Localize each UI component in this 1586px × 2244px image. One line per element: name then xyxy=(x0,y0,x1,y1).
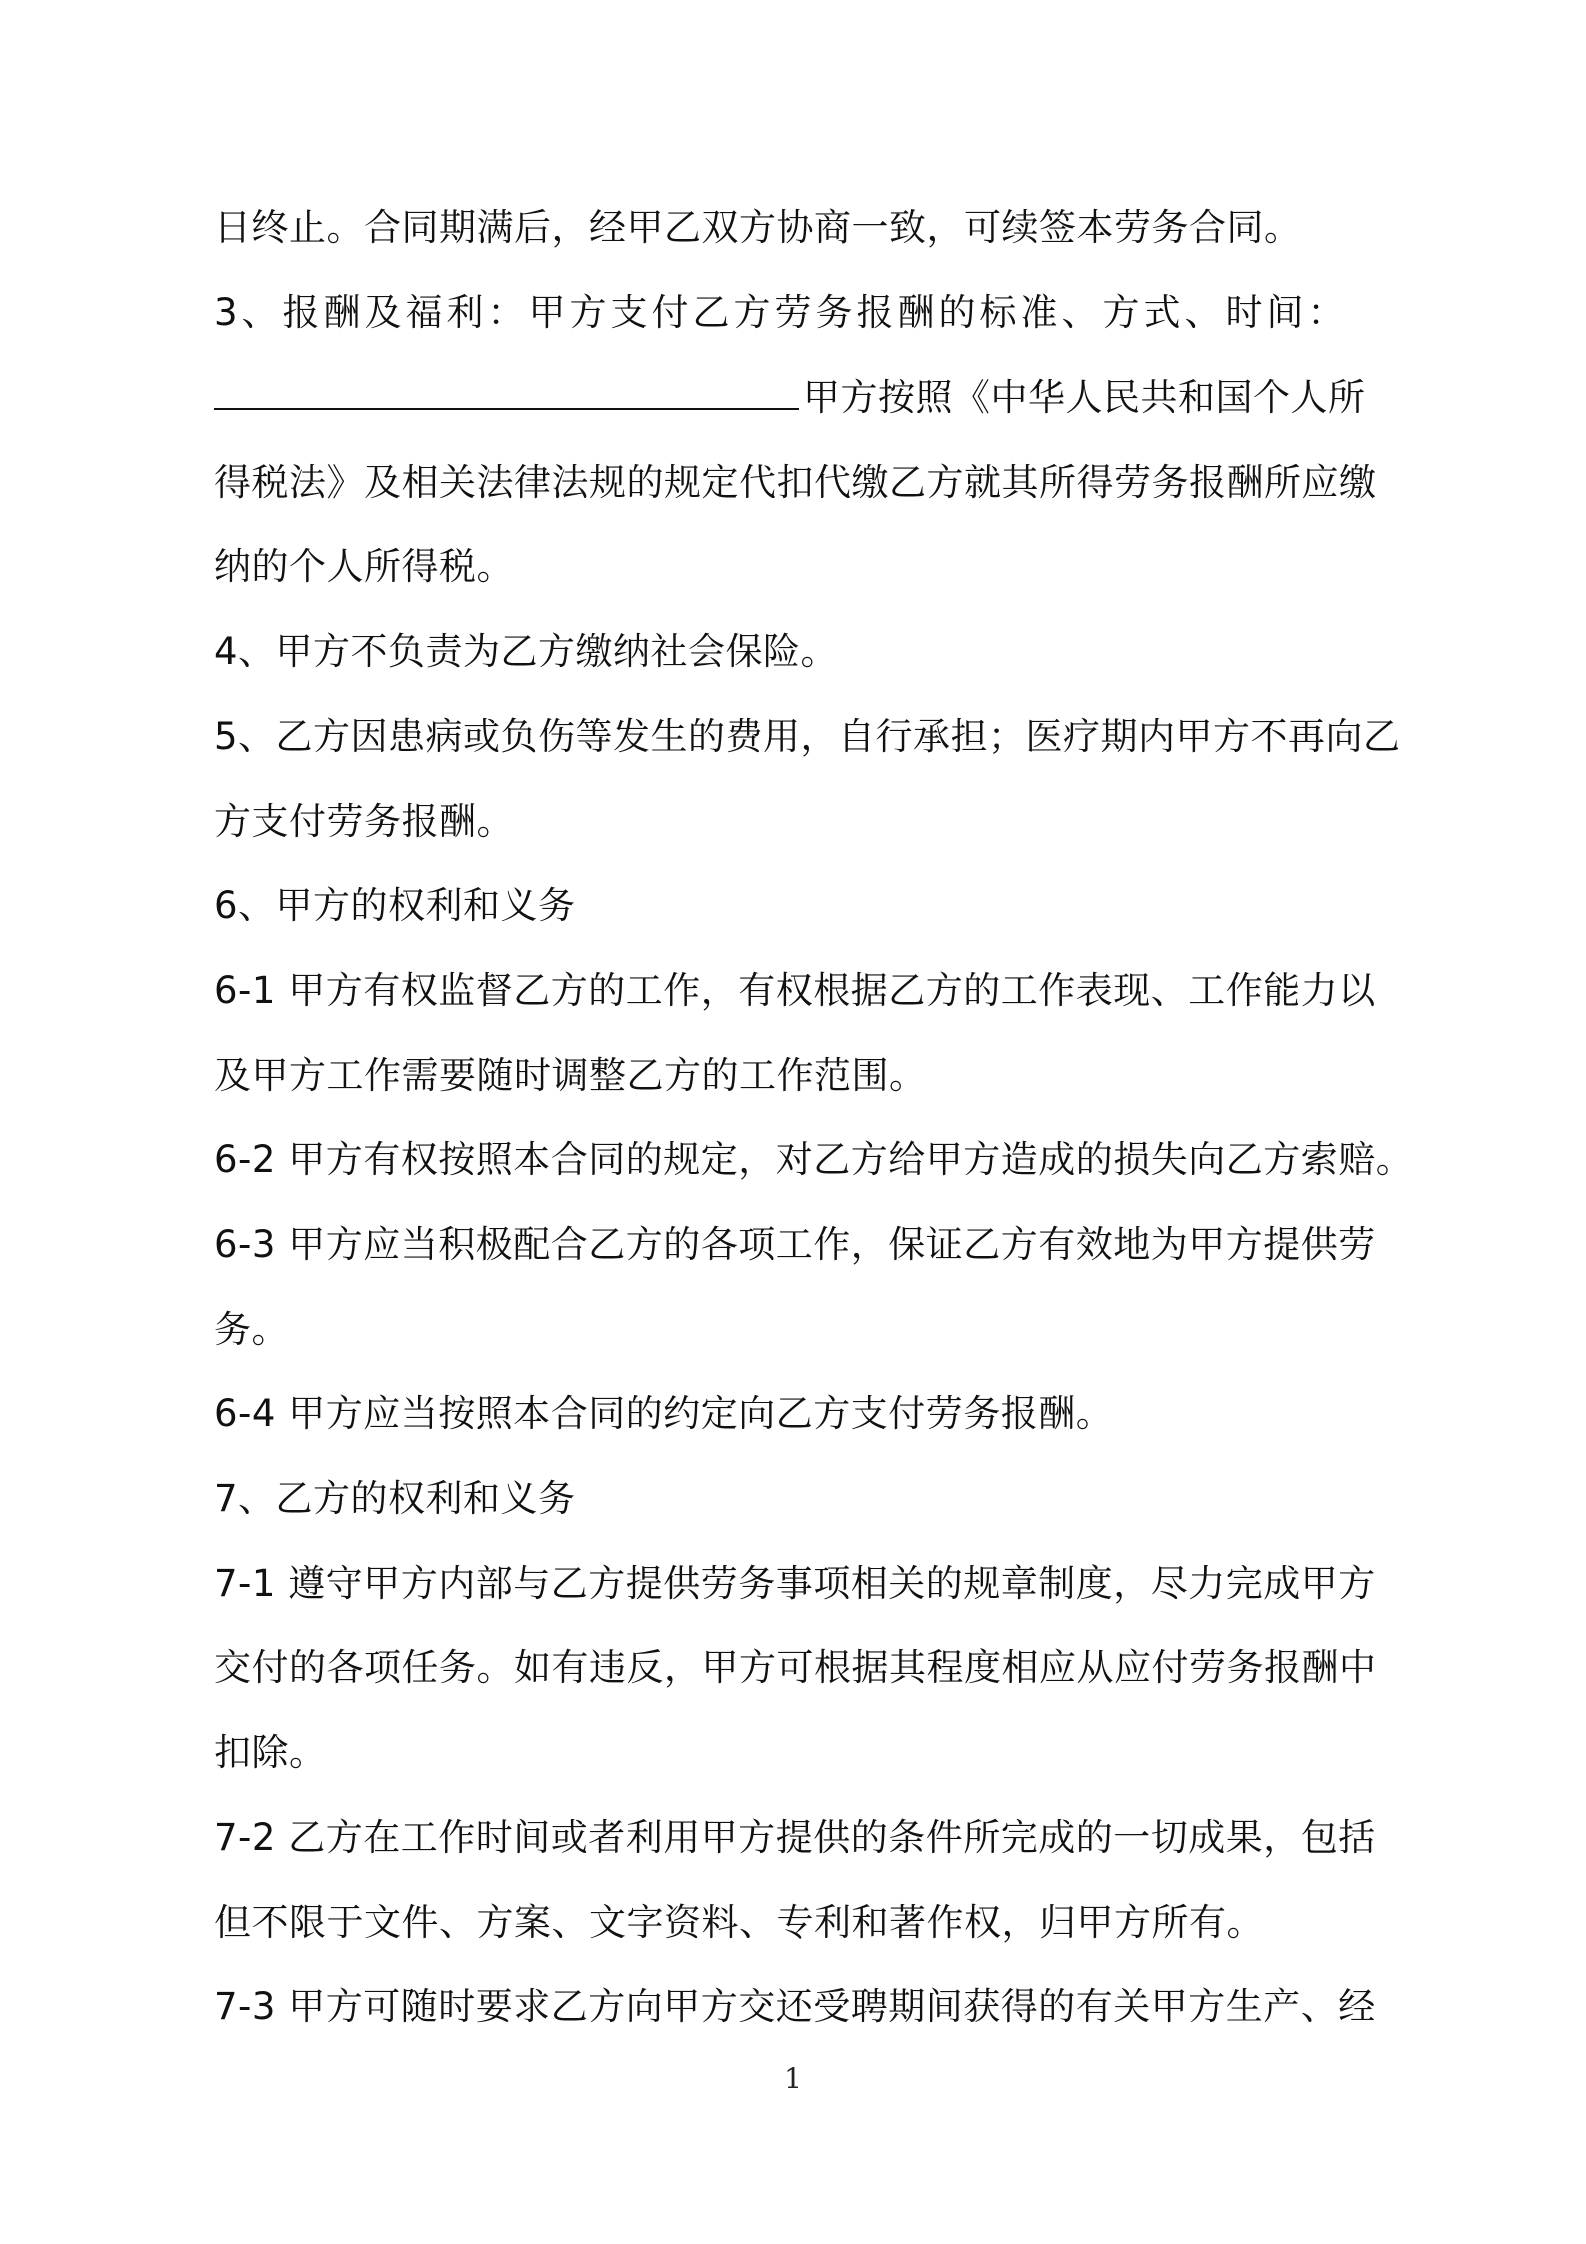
text-line-4: 得税法》及相关法律法规的规定代扣代缴乙方就其所得劳务报酬所应缴 xyxy=(214,461,1377,504)
fill-in-blank xyxy=(214,376,799,410)
text-line-17: 7-1 遵守甲方内部与乙方提供劳务事项相关的规章制度，尽力完成甲方 xyxy=(214,1562,1376,1605)
text-line-19: 扣除。 xyxy=(214,1731,327,1774)
page-number: 1 xyxy=(784,2062,802,2095)
text-line-18: 交付的各项任务。如有违反，甲方可根据其程度相应从应付劳务报酬中 xyxy=(214,1646,1377,1689)
text-line-12: 6-2 甲方有权按照本合同的规定，对乙方给甲方造成的损失向乙方索赔。 xyxy=(214,1138,1414,1181)
text-line-20: 7-2 乙方在工作时间或者利用甲方提供的条件所完成的一切成果，包括 xyxy=(214,1816,1376,1859)
text-line-15: 6-4 甲方应当按照本合同的约定向乙方支付劳务报酬。 xyxy=(214,1392,1114,1435)
text-line-3-text: 甲方按照《中华人民共和国个人所 xyxy=(803,376,1366,419)
text-line-1: 日终止。合同期满后，经甲乙双方协商一致，可续签本劳务合同。 xyxy=(214,206,1302,249)
text-line-10: 6-1 甲方有权监督乙方的工作，有权根据乙方的工作表现、工作能力以 xyxy=(214,969,1376,1012)
text-line-13: 6-3 甲方应当积极配合乙方的各项工作，保证乙方有效地为甲方提供劳 xyxy=(214,1223,1376,1266)
text-line-21: 但不限于文件、方案、文字资料、专利和著作权，归甲方所有。 xyxy=(214,1901,1264,1944)
text-line-8: 方支付劳务报酬。 xyxy=(214,800,514,843)
text-line-11: 及甲方工作需要随时调整乙方的工作范围。 xyxy=(214,1054,927,1097)
text-line-3 xyxy=(214,373,1394,423)
text-line-22: 7-3 甲方可随时要求乙方向甲方交还受聘期间获得的有关甲方生产、经 xyxy=(214,1985,1376,2028)
text-line-5: 纳的个人所得税。 xyxy=(214,545,514,588)
text-line-16: 7、乙方的权利和义务 xyxy=(214,1477,576,1520)
text-line-2: 3、报酬及福利：甲方支付乙方劳务报酬的标准、方式、时间： xyxy=(214,291,1349,334)
text-line-14: 务。 xyxy=(214,1308,289,1351)
text-line-6: 4、甲方不负责为乙方缴纳社会保险。 xyxy=(214,630,839,673)
text-line-7: 5、乙方因患病或负伤等发生的费用，自行承担；医疗期内甲方不再向乙 xyxy=(214,715,1401,758)
text-line-9: 6、甲方的权利和义务 xyxy=(214,884,576,927)
